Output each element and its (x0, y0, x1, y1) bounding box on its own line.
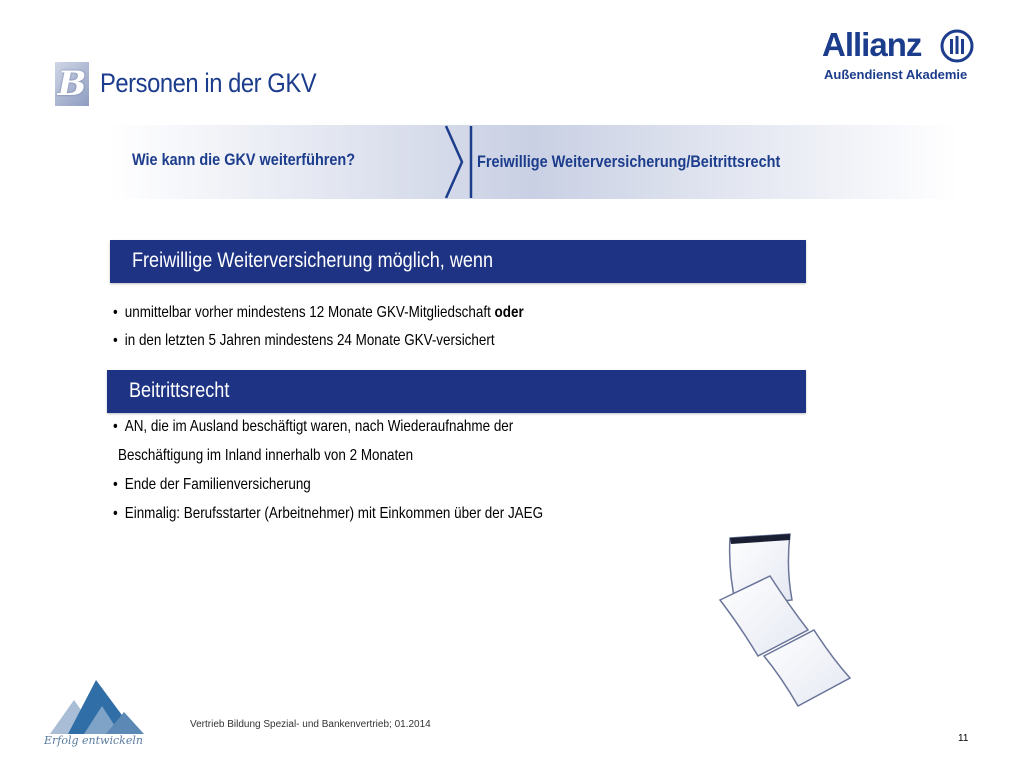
footer-slogan: Erfolg entwickeln (44, 734, 143, 747)
list-item-text: in den letzten 5 Jahren mindestens 24 Monate GKV-versichert (124, 332, 495, 349)
list-item (113, 505, 543, 523)
footer-text: Vertrieb Bildung Spezial- und Bankenvertrieb; 01.2014 (190, 719, 431, 730)
list-item-text: Beschäftigung im Inland innerhalb von 2 Monaten (118, 447, 414, 464)
list-item-continuation (118, 447, 413, 465)
list-item (113, 418, 513, 436)
card-stack-icon (712, 528, 862, 718)
bullet-dot-icon: • (113, 304, 118, 321)
allianz-wordmark: Allianz (822, 26, 922, 63)
bullet-dot-icon: • (113, 505, 118, 522)
list-item-text: Einmalig: Berufsstarter (Arbeitnehmer) mit Einkommen über der JAEG (124, 505, 544, 522)
list-item-emphasis: oder (494, 304, 524, 321)
banner-topic: Freiwillige Weiterversicherung/Beitrittsrecht (477, 152, 781, 171)
voluntary-insurance-header (110, 240, 806, 283)
voluntary-insurance-header-label: Freiwillige Weiterversicherung möglich, wenn (132, 249, 494, 272)
list-item (113, 304, 524, 322)
accession-right-header-label: Beitrittsrecht (129, 379, 230, 402)
list-item (113, 332, 495, 350)
chevron-separator-icon (440, 124, 476, 200)
list-item-text: Ende der Familienversicherung (124, 476, 311, 493)
list-item-text: unmittelbar vorher mindestens 12 Monate GKV-Mitgliedschaft (124, 304, 495, 321)
bullet-dot-icon: • (113, 476, 118, 493)
bullet-dot-icon: • (113, 418, 118, 435)
academy-label: Außendienst Akademie (824, 67, 968, 82)
list-item (113, 476, 311, 494)
list-item-text: AN, die im Ausland beschäftigt waren, nach Wiederaufnahme der (124, 418, 514, 435)
bullet-dot-icon: • (113, 332, 118, 349)
page-number: 11 (958, 733, 969, 744)
allianz-eagle-icon (940, 29, 974, 63)
section-letter-badge: B (55, 62, 89, 106)
accession-right-header (107, 370, 806, 413)
banner-question: Wie kann die GKV weiterführen? (132, 150, 356, 169)
page-title: Personen in der GKV (100, 68, 317, 98)
allianz-logo (822, 26, 982, 86)
